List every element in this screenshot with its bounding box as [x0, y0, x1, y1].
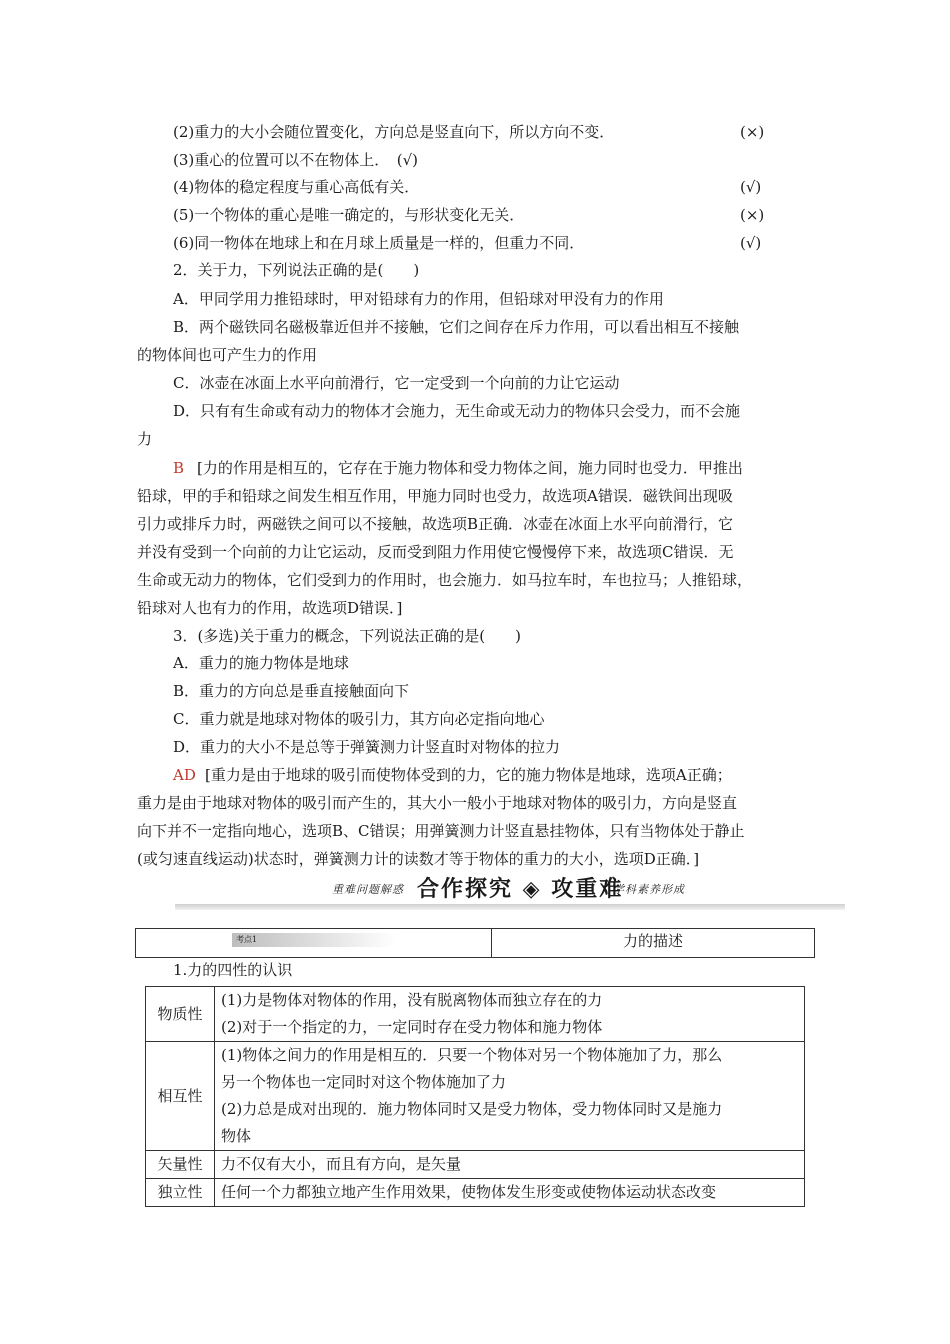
judgment-4: (4)物体的稳定程度与重心高低有关． [173, 178, 420, 196]
property-line: (1)物体之间力的作用是相互的．只要一个物体对另一个物体施加了力，那么 [221, 1046, 723, 1064]
property-name: 物质性 [146, 987, 215, 1042]
question-3-explanation-4: (或匀速直线运动)状态时，弹簧测力计的读数才等于物体的重力的大小，选项D正确．] [137, 850, 700, 868]
property-line: 力不仅有大小，而且有方向，是矢量 [221, 1155, 462, 1173]
section-title: 1.力的四性的认识 [173, 961, 293, 979]
judgment-2: (2)重力的大小会随位置变化，方向总是竖直向下，所以方向不变． [173, 123, 615, 141]
judgment-3: (3)重心的位置可以不在物体上． (√) [173, 151, 419, 169]
banner-right-label: 学科素养形成 [613, 883, 685, 896]
question-2-option-a: A．甲同学用力推铅球时，甲对铅球有力的作用，但铅球对甲没有力的作用 [173, 290, 664, 308]
question-2-option-d: D．只有有生命或有动力的物体才会施力，无生命或无动力的物体只会受力，而不会施 [173, 402, 741, 420]
judgment-2-mark: (×) [740, 123, 765, 141]
property-line: 物体 [221, 1127, 252, 1145]
banner-title: 合作探究 ◈ 攻重难 [417, 876, 624, 902]
kaodian-header [135, 928, 815, 958]
question-3-option-c: C．重力就是地球对物体的吸引力，其方向必定指向地心 [173, 710, 545, 728]
judgment-5: (5)一个物体的重心是唯一确定的，与形状变化无关． [173, 206, 525, 224]
judgment-6: (6)同一物体在地球上和在月球上质量是一样的，但重力不同． [173, 234, 585, 252]
question-3-option-b: B．重力的方向总是垂直接触面向下 [173, 682, 410, 700]
question-2-explanation-3: 引力或排斥力时，两磁铁之间可以不接触，故选项B正确．冰壶在冰面上水平向前滑行，它 [137, 515, 734, 533]
question-3-explanation-3: 向下并不一定指向地心，选项B、C错误；用弹簧测力计竖直悬挂物体，只有当物体处于静止 [137, 822, 745, 840]
question-2-explanation-6: 铅球对人也有力的作用，故选项D错误．] [137, 599, 403, 617]
banner-bar [175, 904, 845, 910]
question-2-stem: 2．关于力，下列说法正确的是( ) [173, 261, 420, 279]
question-3-explanation-2: 重力是由于地球对物体的吸引而产生的，其大小一般小于地球对物体的吸引力，方向是竖直 [137, 794, 738, 812]
property-name: 相互性 [146, 1042, 215, 1151]
table-row [146, 1042, 805, 1151]
judgment-6-mark: (√) [740, 234, 762, 252]
question-3-stem: 3．(多选)关于重力的概念，下列说法正确的是( ) [173, 627, 521, 645]
property-description [215, 1042, 805, 1151]
force-properties-table [145, 986, 805, 1207]
question-2-option-b: B．两个磁铁同名磁极靠近但并不接触，它们之间存在斥力作用，可以看出相互不接触 [173, 318, 740, 336]
table-row [146, 1179, 805, 1207]
question-2-explanation-2: 铅球，甲的手和铅球之间发生相互作用，甲施力同时也受力，故选项A错误．磁铁间出现吸 [137, 487, 733, 505]
table-row [146, 987, 805, 1042]
banner-left-label: 重难问题解惑 [332, 883, 404, 896]
kaodian-title: 力的描述 [622, 932, 683, 950]
property-line: 任何一个力都独立地产生作用效果，使物体发生形变或使物体运动状态改变 [221, 1183, 717, 1201]
question-3-option-a: A．重力的施力物体是地球 [173, 654, 349, 672]
property-line: (2)对于一个指定的力，一定同时存在受力物体和施力物体 [221, 1018, 603, 1036]
question-2-explanation-1: [力的作用是相互的，它存在于施力物体和受力物体之间，施力同时也受力．甲推出 [197, 459, 743, 477]
question-3-explanation-1: [重力是由于地球的吸引而使物体受到的力，它的施力物体是地球，选项A正确； [205, 766, 732, 784]
property-name: 独立性 [146, 1179, 215, 1207]
property-description [215, 1151, 805, 1179]
section-banner [175, 876, 845, 916]
question-2-option-d-cont: 力 [137, 430, 153, 448]
judgment-4-mark: (√) [740, 178, 762, 196]
property-description [215, 1179, 805, 1207]
property-description [215, 987, 805, 1042]
question-2-explanation-4: 并没有受到一个向前的力让它运动，反而受到阻力作用使它慢慢停下来，故选项C错误．无 [137, 543, 734, 561]
property-line: 另一个物体也一定同时对这个物体施加了力 [221, 1073, 507, 1091]
property-line: (1)力是物体对物体的作用，没有脱离物体而独立存在的力 [221, 991, 603, 1009]
question-2-option-b-cont: 的物体间也可产生力的作用 [137, 346, 318, 364]
property-line: (2)力总是成对出现的．施力物体同时又是受力物体，受力物体同时又是施力 [221, 1100, 723, 1118]
judgment-5-mark: (×) [740, 206, 765, 224]
question-3-answer: AD [173, 766, 196, 784]
table-row [146, 1151, 805, 1179]
kaodian-tag: 考点1 [232, 933, 396, 947]
question-2-answer: B [173, 459, 185, 477]
question-2-option-c: C．冰壶在冰面上水平向前滑行，它一定受到一个向前的力让它运动 [173, 374, 620, 392]
question-2-explanation-5: 生命或无动力的物体，它们受到力的作用时，也会施力．如马拉车时，车也拉马；人推铅球， [137, 571, 753, 589]
question-3-option-d: D．重力的大小不是总等于弹簧测力计竖直时对物体的拉力 [173, 738, 561, 756]
property-name: 矢量性 [146, 1151, 215, 1179]
